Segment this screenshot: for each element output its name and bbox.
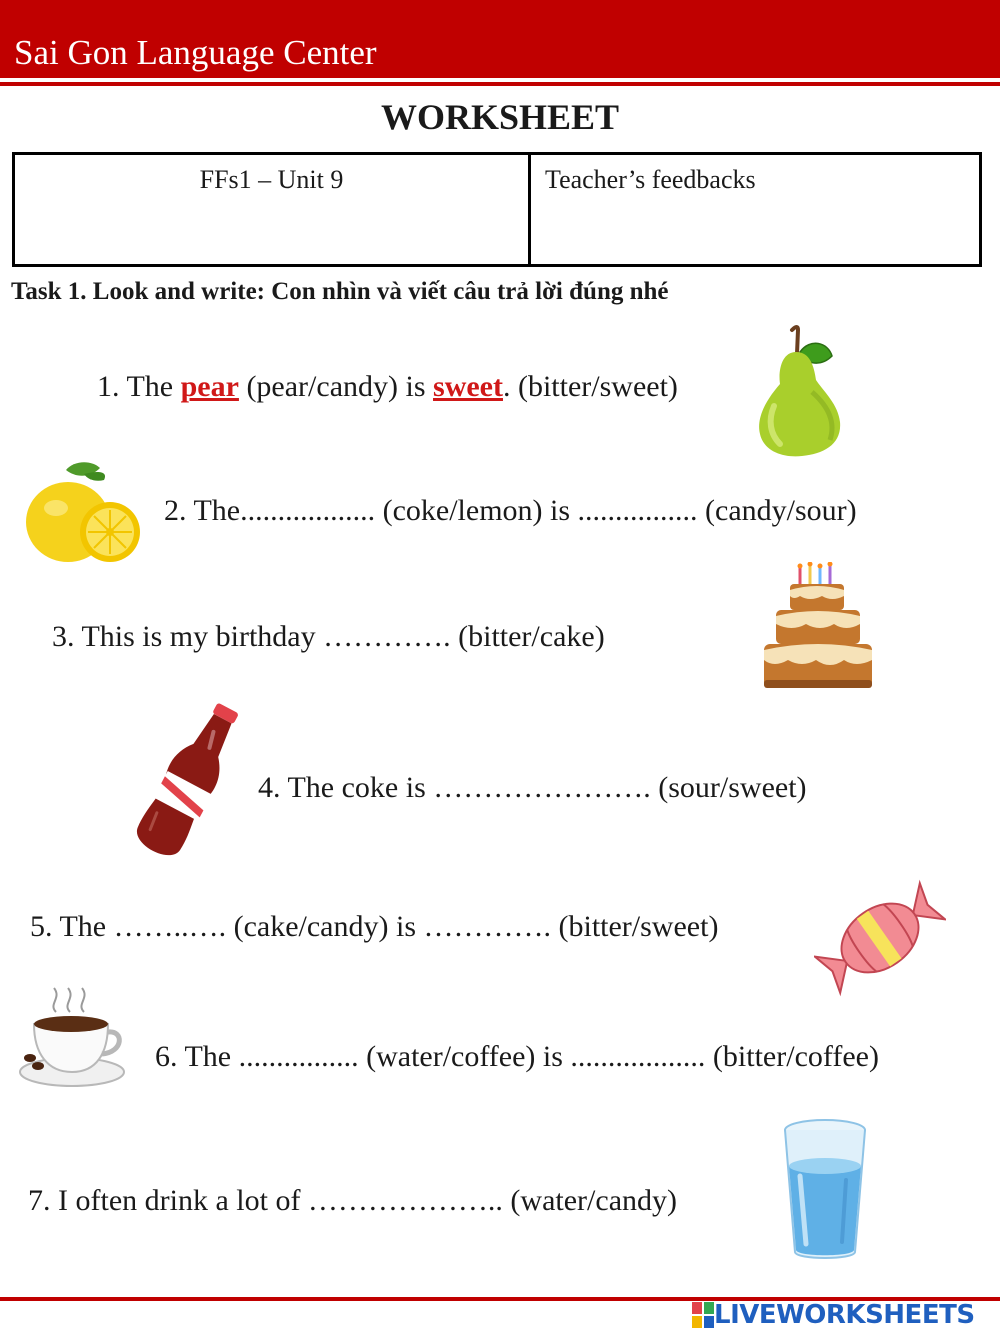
q1-mid: (pear/candy) is xyxy=(238,370,434,403)
task-heading: Task 1. Look and write: Con nhìn và viết câu trả lời đúng nhé xyxy=(11,278,669,305)
q1-answer-2[interactable]: sweet xyxy=(433,370,503,403)
q1-answer-1[interactable]: pear xyxy=(180,370,239,403)
info-table xyxy=(12,152,982,267)
unit-label: FFs1 – Unit 9 xyxy=(199,165,344,194)
worksheet-title: WORKSHEET xyxy=(380,97,620,137)
question-5[interactable]: 5. The ……..…. (cake/candy) is …………. (bitter/sweet) xyxy=(30,910,719,943)
pear-icon xyxy=(752,322,848,460)
question-1 xyxy=(97,370,678,404)
lemon-icon xyxy=(22,456,142,570)
header-bar xyxy=(0,0,1000,78)
question-4[interactable]: 4. The coke is …………………. (sour/sweet) xyxy=(258,771,807,804)
liveworksheets-logo xyxy=(692,1300,975,1330)
question-7[interactable]: 7. I often drink a lot of ……………….. (water/candy) xyxy=(28,1184,677,1217)
liveworksheets-logo-icon xyxy=(692,1302,714,1328)
unit-cell xyxy=(15,155,531,264)
coffee-cup-icon xyxy=(16,984,128,1092)
cake-icon xyxy=(760,562,876,694)
question-2[interactable]: 2. The.................. (coke/lemon) is ................ (candy/sour) xyxy=(164,494,857,527)
header-divider xyxy=(0,82,1000,86)
q1-post: . (bitter/sweet) xyxy=(502,370,678,403)
liveworksheets-logo-text: LIVEWORKSHEETS xyxy=(714,1300,975,1330)
water-glass-icon xyxy=(780,1116,870,1266)
coke-bottle-icon xyxy=(130,696,246,872)
question-3[interactable]: 3. This is my birthday …………. (bitter/cake) xyxy=(52,620,605,653)
candy-icon xyxy=(814,872,946,1004)
feedback-label: Teacher’s feedbacks xyxy=(545,165,756,194)
header-title: Sai Gon Language Center xyxy=(14,33,377,72)
feedback-cell[interactable] xyxy=(531,155,979,264)
q1-pre: 1. The xyxy=(97,370,181,403)
question-6[interactable]: 6. The ................ (water/coffee) is .................. (bitter/coffee) xyxy=(155,1040,879,1073)
